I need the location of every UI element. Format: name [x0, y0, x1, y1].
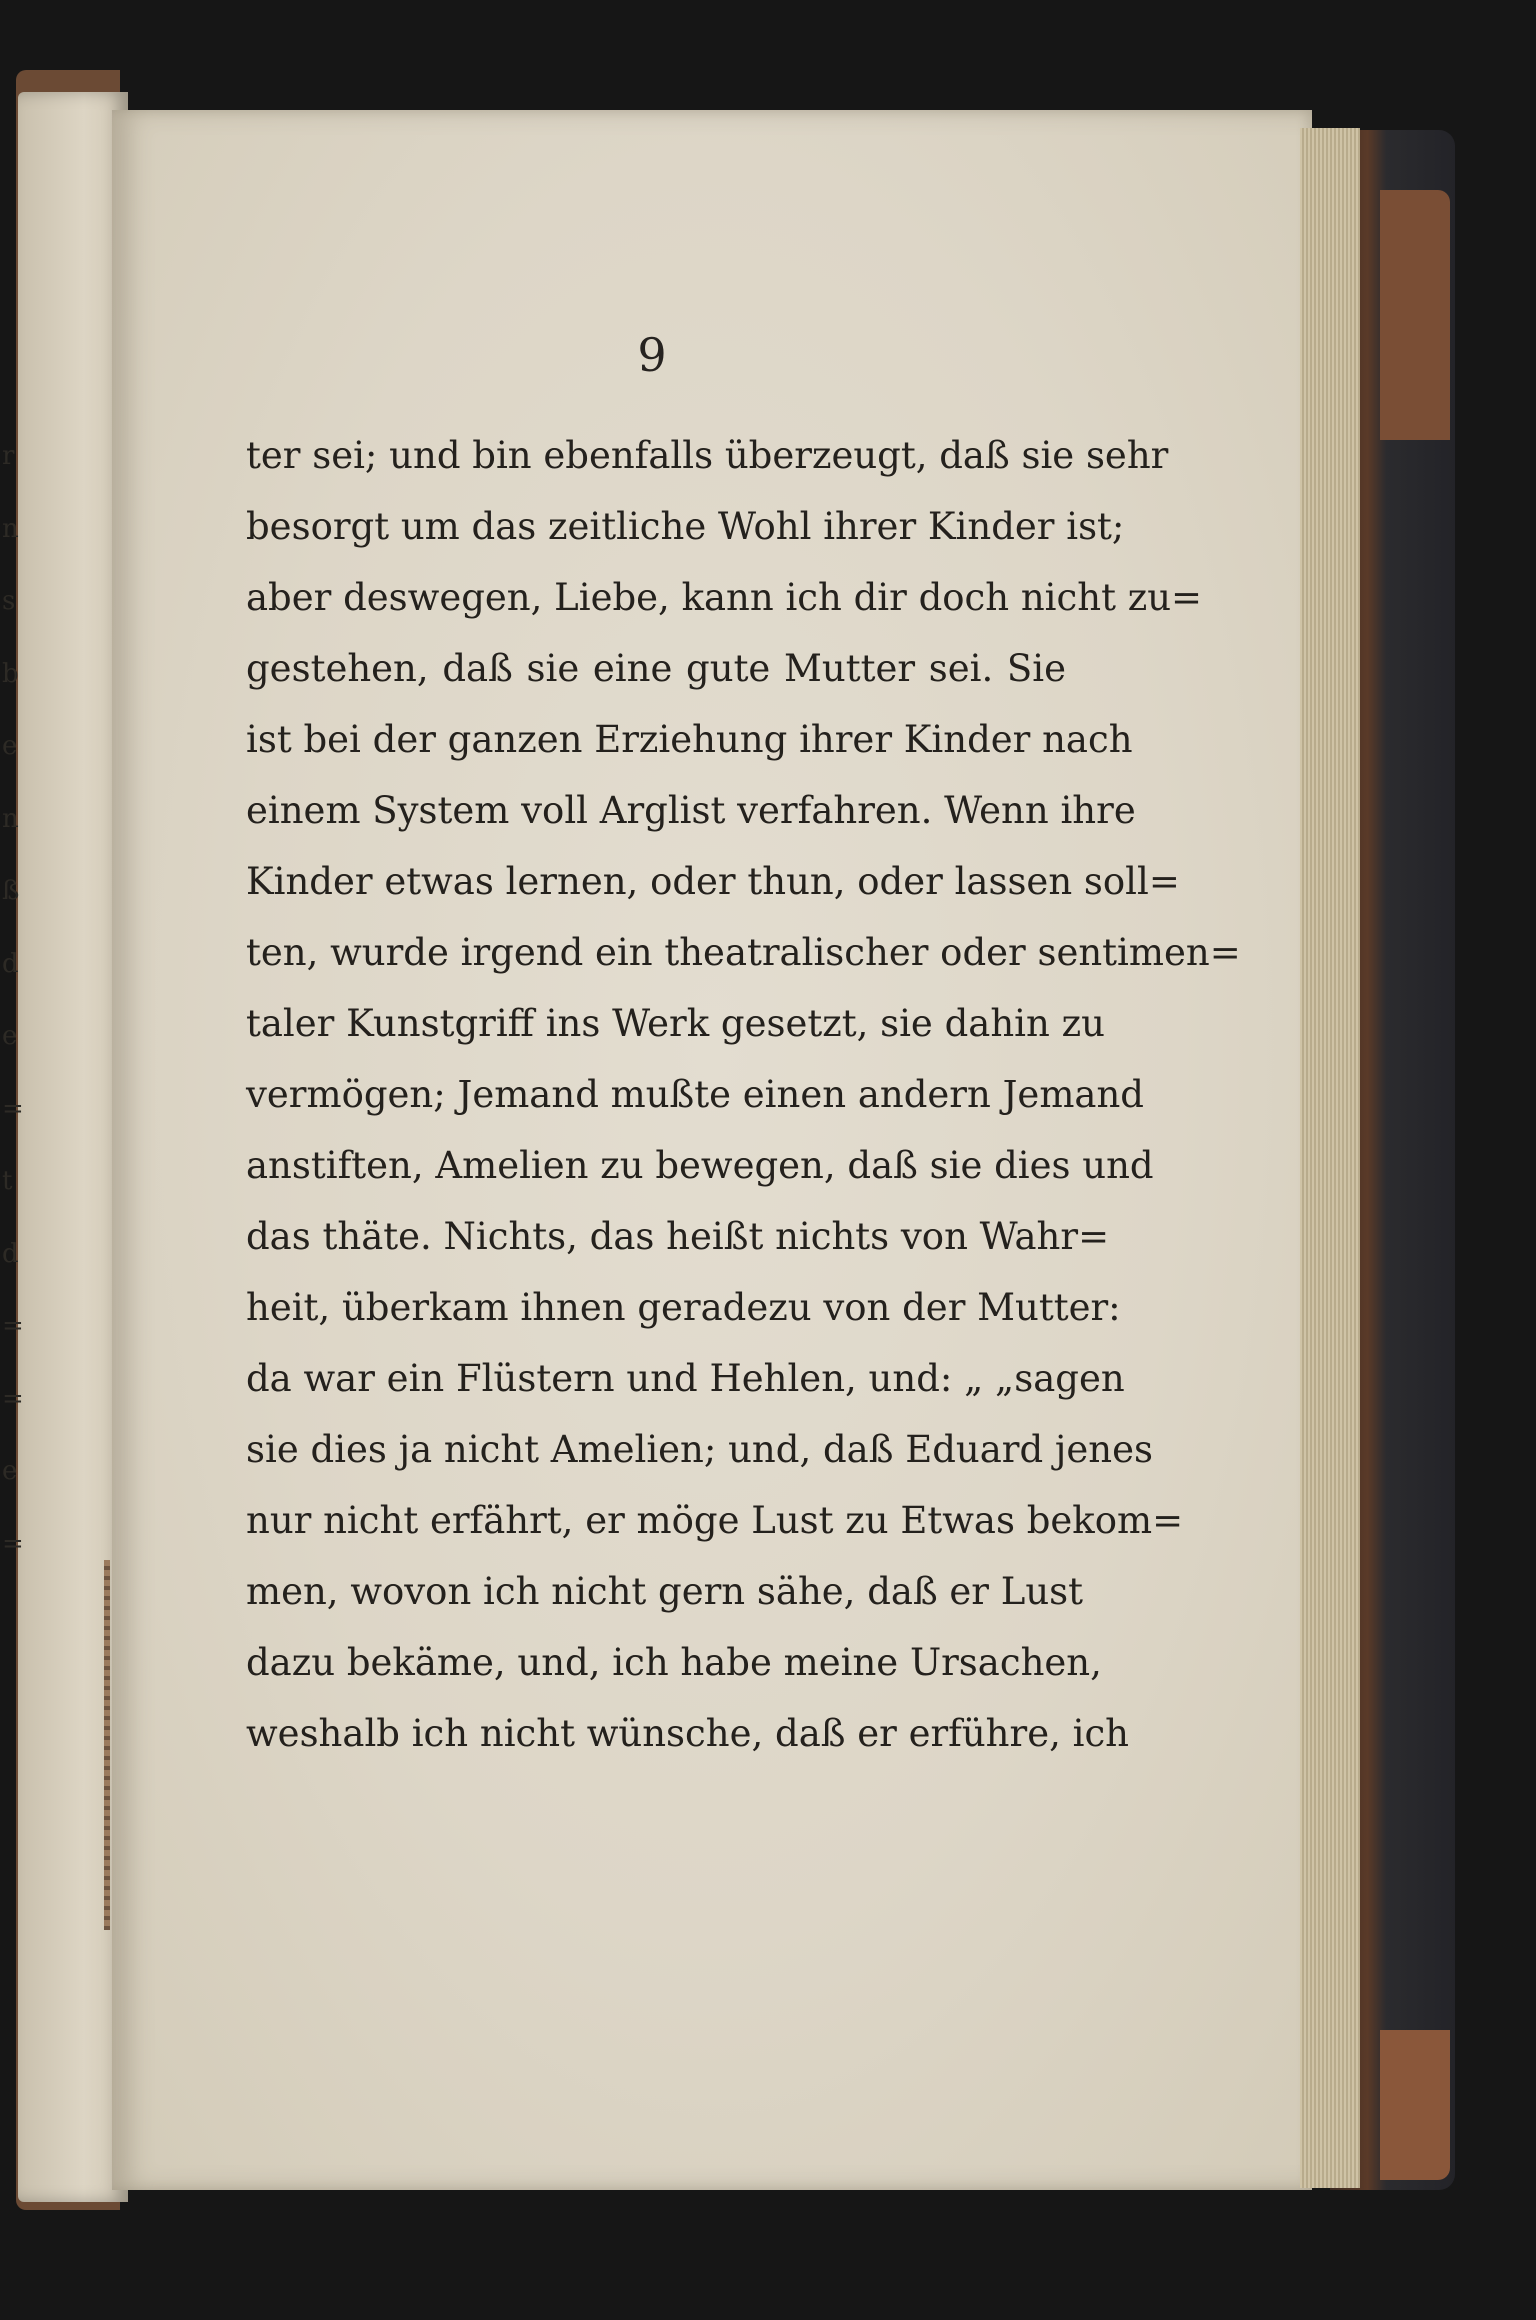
fragment: = [2, 1528, 24, 1559]
fragment: e [2, 1456, 18, 1486]
text-line: anstiften, Amelien zu bewegen, daß sie dies und [246, 1144, 1154, 1187]
text-line: sie dies ja nicht Amelien; und, daß Eduard jenes [246, 1428, 1153, 1471]
fragment: d [2, 948, 19, 979]
text-line: weshalb ich nicht wünsche, daß er erführe, ich [246, 1712, 1129, 1755]
fragment: = [2, 1311, 24, 1341]
fragment: b [2, 658, 19, 689]
fragment: n [2, 803, 19, 834]
text-line: gestehen, daß sie eine gute Mutter sei. Sie [246, 647, 1066, 690]
text-line: nur nicht erfährt, er möge Lust zu Etwas bekom= [246, 1499, 1184, 1542]
text-line: men, wovon ich nicht gern sähe, daß er Lust [246, 1570, 1084, 1613]
text-line: das thäte. Nichts, das heißt nichts von Wahr= [246, 1215, 1110, 1258]
fragment: ß [2, 876, 20, 906]
fragment: s [2, 586, 16, 616]
page-body-text [246, 420, 1241, 1769]
fragment: = [2, 1383, 24, 1414]
fragment: = [2, 1093, 24, 1124]
text-line: besorgt um das zeitliche Wohl ihrer Kinder ist; [246, 505, 1125, 548]
text-line: einem System voll Arglist verfahren. Wenn ihre [246, 789, 1136, 832]
page-number: 9 [637, 328, 667, 382]
text-line: Kinder etwas lernen, oder thun, oder lassen soll= [246, 860, 1180, 903]
fragment: n [2, 513, 19, 544]
text-line: da war ein Flüstern und Hehlen, und: „ „sagen [246, 1357, 1125, 1400]
text-line: aber deswegen, Liebe, kann ich dir doch nicht zu= [246, 576, 1203, 619]
fragment: r [2, 441, 15, 471]
page-stack-edge [1300, 128, 1360, 2188]
text-line: vermögen; Jemand mußte einen andern Jemand [246, 1073, 1144, 1116]
fragment: e [2, 731, 18, 761]
text-line: ten, wurde irgend ein theatralischer oder sentimen= [246, 931, 1241, 974]
fragment: t [2, 1166, 13, 1196]
text-line: ist bei der ganzen Erziehung ihrer Kinder nach [246, 718, 1133, 761]
cover-leather-corner-top [1380, 190, 1450, 440]
text-line: taler Kunstgriff ins Werk gesetzt, sie dahin zu [246, 1002, 1105, 1045]
previous-page-text-fragments [2, 420, 32, 1580]
binding-stitching [104, 1560, 110, 1930]
fragment: e [2, 1021, 18, 1051]
fragment: d [2, 1238, 19, 1269]
text-line: heit, überkam ihnen geradezu von der Mutter: [246, 1286, 1121, 1329]
text-line: ter sei; und bin ebenfalls überzeugt, daß sie sehr [246, 434, 1169, 477]
cover-leather-corner-bottom [1380, 2030, 1450, 2180]
text-line: dazu bekäme, und, ich habe meine Ursachen, [246, 1641, 1102, 1684]
